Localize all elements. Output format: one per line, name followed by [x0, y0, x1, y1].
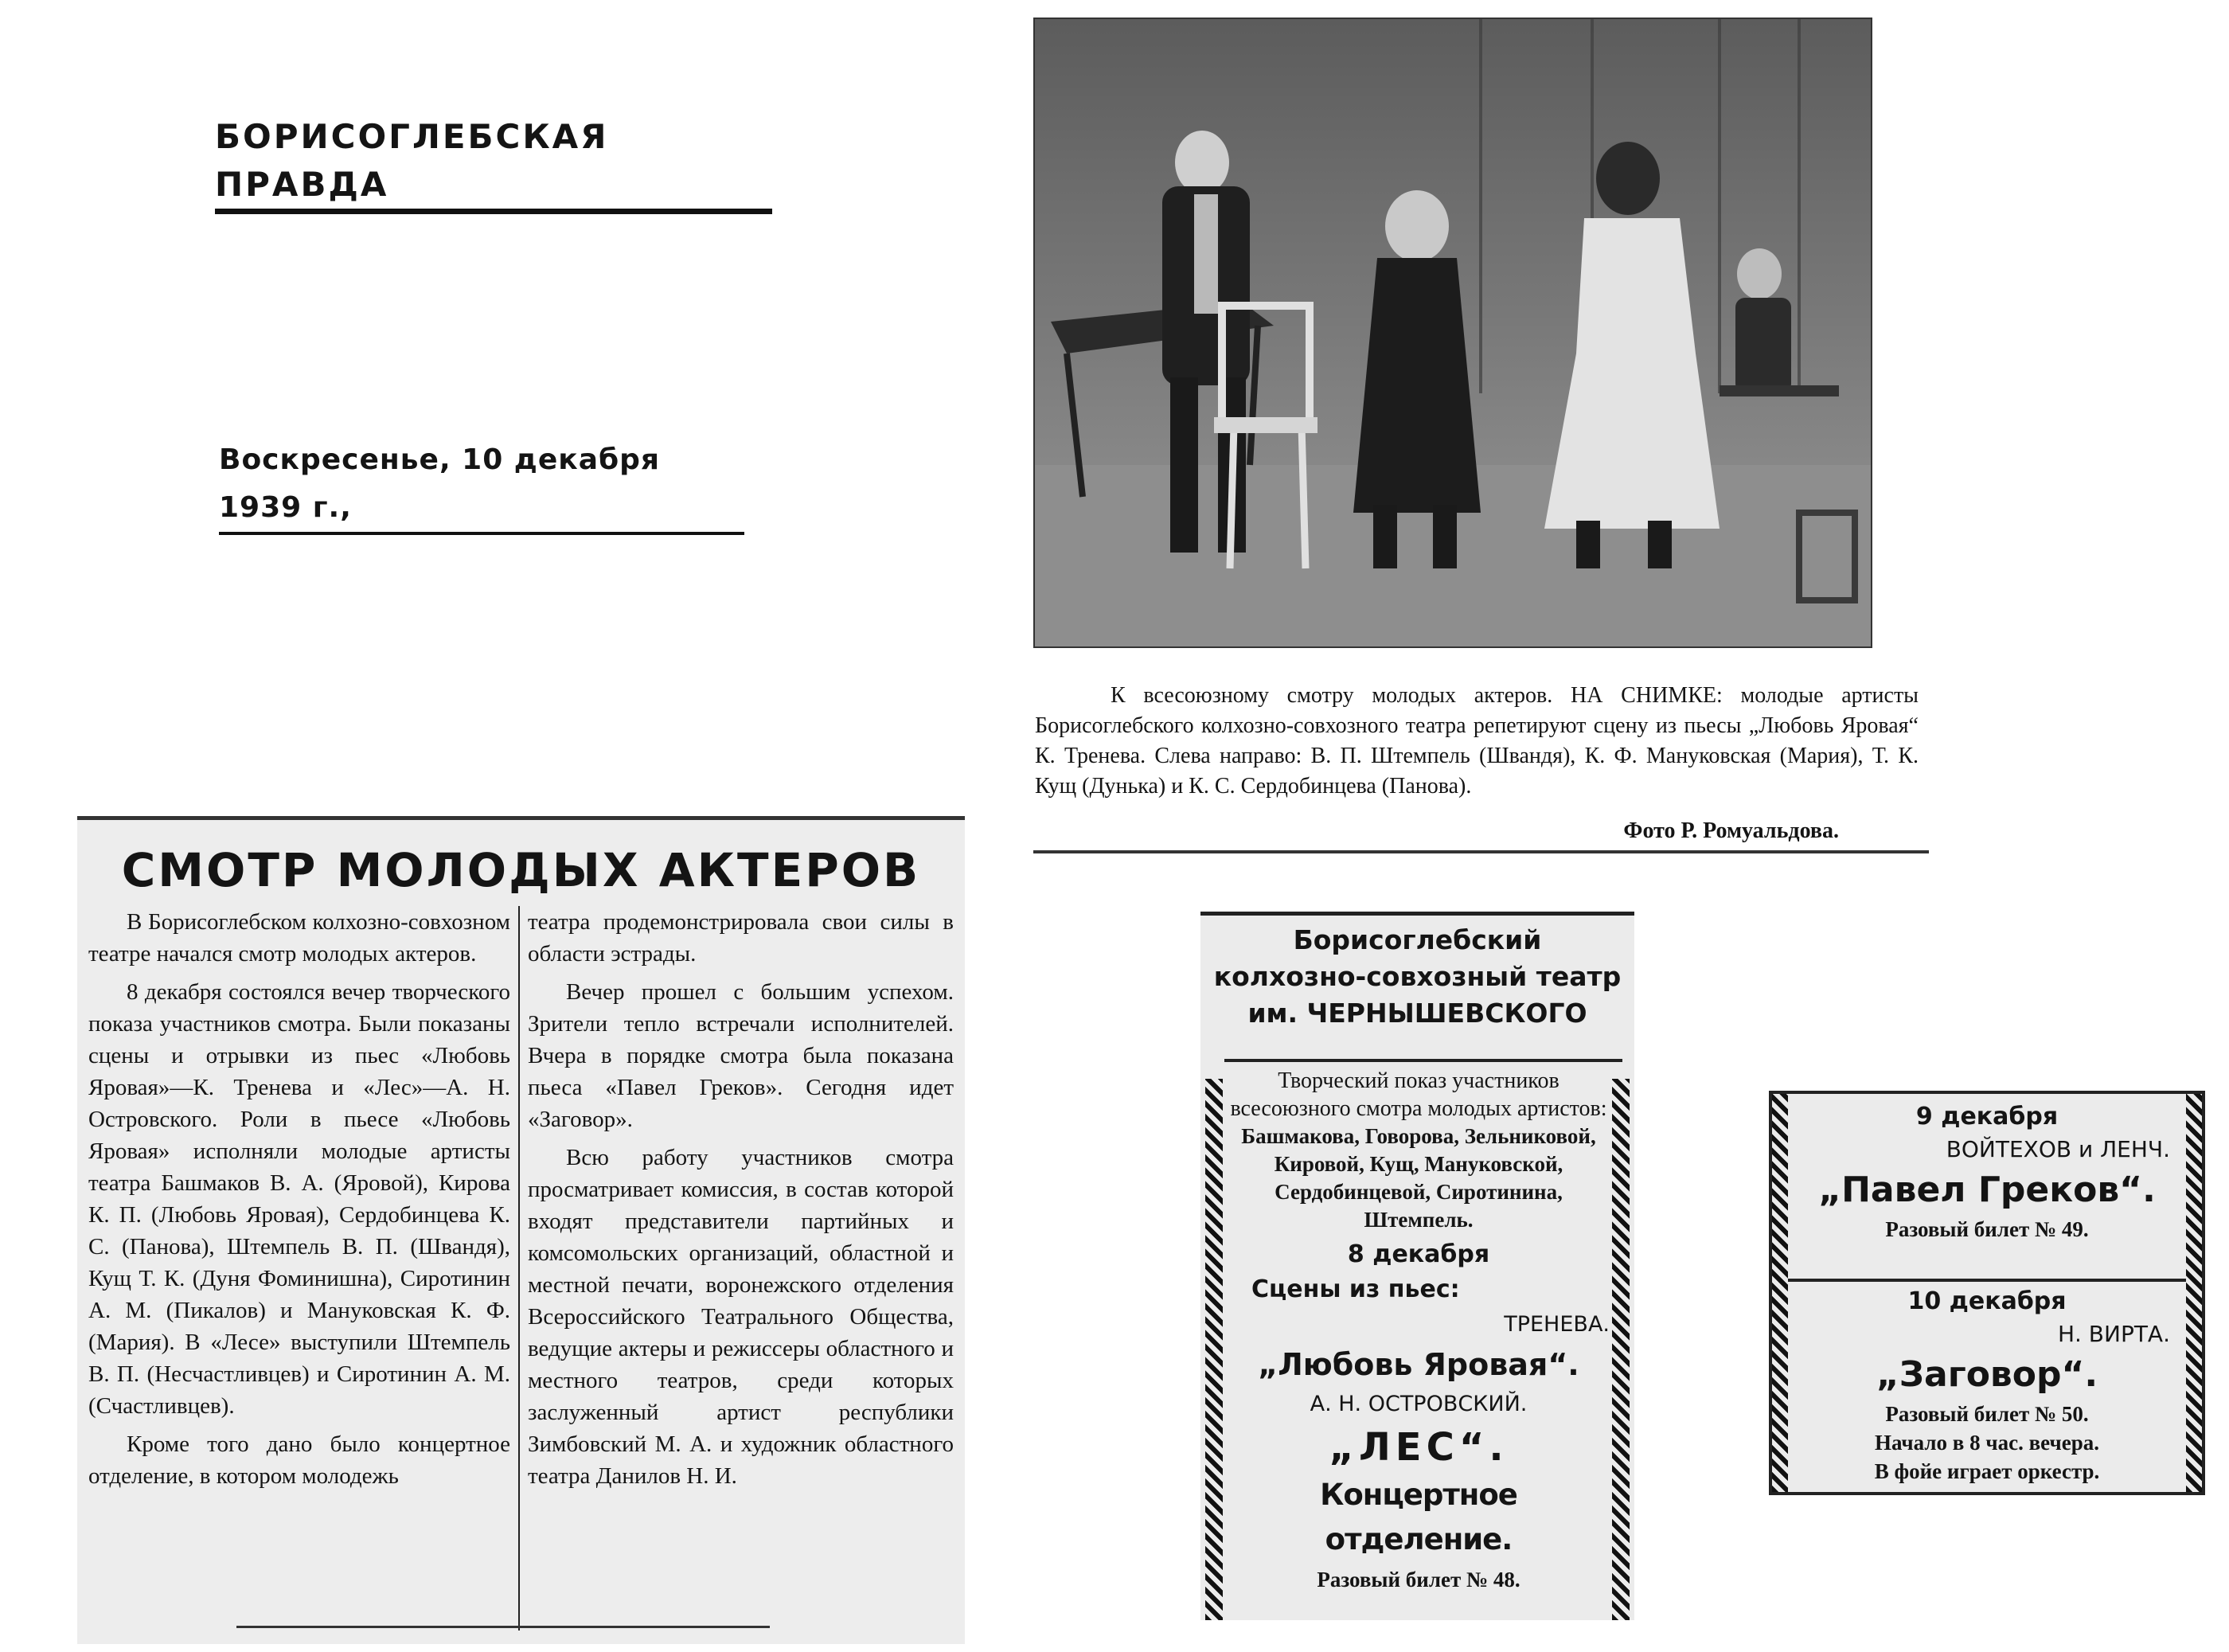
photo-caption [1035, 681, 1919, 802]
poster-author: ТРЕНЕВА. [1504, 1312, 1610, 1337]
poster-concert-label: Концертное отделение. [1320, 1478, 1517, 1556]
poster-body [1228, 1067, 1610, 1597]
newspaper-dateline: Воскресенье, 10 декабря 1939 г., [219, 436, 744, 535]
poster-play-title: „ЛЕС“. [1329, 1425, 1509, 1470]
repertoire-box [1769, 1091, 2205, 1495]
poster-header-line: им. ЧЕРНЫШЕВСКОГО [1247, 998, 1587, 1029]
show-ticket: Разовый билет № 50. [1885, 1402, 2089, 1426]
show-author: ВОЙТЕХОВ и ЛЕНЧ. [1946, 1136, 2170, 1162]
poster-intro: Творческий показ участников всесоюзного смотра молодых артистов: [1230, 1068, 1607, 1121]
article-paragraph: Вечер прошел с большим успехом. Зрители тепло встречали исполнителей. Вчера в порядке смотра была показана пьеса «Павел Греков». Сегодня идет «Заговор». [528, 979, 954, 1132]
article-paragraph: В Борисоглебском колхозно-совхозном театре начался смотр молодых актеров. [88, 909, 510, 967]
poster-header-line: Борисоглебский [1293, 924, 1542, 955]
article-column-left [88, 906, 510, 1638]
poster-header [1200, 922, 1634, 1032]
poster-header-rule [1224, 1059, 1622, 1062]
article-paragraph: Кроме того дано было концертное отделение, в котором молодежь [88, 1431, 510, 1489]
poster-date: 8 декабря [1347, 1240, 1490, 1268]
poster-ticket: Разовый билет № 48. [1317, 1568, 1520, 1591]
photo-credit: Фото Р. Ромуальдова. [1623, 818, 1839, 843]
rehearsal-photo-illustration [1035, 19, 1871, 646]
repertoire-border-right [2186, 1094, 2202, 1492]
caption-divider [1033, 850, 1929, 853]
article-clipping [77, 816, 965, 1644]
poster-scenes-label: Сцены из пьес: [1251, 1275, 1460, 1303]
poster-border-left [1205, 1079, 1223, 1620]
show-start-time: Начало в 8 час. вечера. [1875, 1431, 2099, 1455]
article-title: СМОТР МОЛОДЫХ АКТЕРОВ [121, 843, 921, 897]
theatre-poster [1200, 912, 1634, 1620]
show-ticket: Разовый билет № 49. [1885, 1217, 2089, 1241]
show-date: 10 декабря [1907, 1287, 2067, 1315]
column-divider [518, 906, 520, 1631]
article-paragraph: 8 декабря состоялся вечер творческого показа участников смотра. Были показаны сцены и отрывки из пьес «Любовь Яровая»—К. Тренева и «Лес»—А. Н. Островского. Роли в пьесе «Любовь Яровая» исполняли молодые артисты театра Башмаков В. А. (Яровой), Кирова К. П. (Любовь Яровая), Сердобинцева К. С. (Панова), Штемпель В. П. (Швандя), Кущ Т. К. (Дуня Фоминишна), Сиротинин А. М. (Пикалов) и Мануковская К. Ф. (Мария). В «Лесе» выступили Штемпель В. П. (Несчастливцев) и Сиротинин А. М. (Счастливцев). [88, 979, 510, 1419]
rehearsal-photo [1033, 18, 1872, 648]
article-paragraph: театра продемонстрировала свои силы в области эстрады. [528, 909, 954, 967]
article-paragraph: Всю работу участников смотра просматривает комиссия, в состав которой входят представители партийных и комсомольских организаций, областной и местной печати, воронежского отделения Всероссийского Театрального Общества, ведущие актеры и режиссеры областного и местного театров, среди которых заслуженный артист республики Зимбовский М. А. и художник областного театра Данилов Н. И. [528, 1145, 954, 1489]
poster-participants: Башмакова, Говорова, Зельниковой, Кировой, Кущ, Мануковской, Сердобинцевой, Сиротинина, Штемпель. [1241, 1124, 1596, 1232]
show-title: „Заговор“. [1876, 1354, 2098, 1395]
article-bottom-rule [236, 1626, 770, 1628]
poster-border-right [1612, 1079, 1630, 1620]
poster-play-title: „Любовь Яровая“. [1258, 1347, 1579, 1382]
poster-author: А. Н. ОСТРОВСКИЙ. [1310, 1392, 1528, 1416]
poster-header-line: колхозно-совхозный театр [1213, 961, 1622, 992]
newspaper-masthead: БОРИСОГЛЕБСКАЯ ПРАВДА [215, 113, 772, 214]
show-date: 9 декабря [1915, 1103, 2059, 1131]
repertoire-border-left [1772, 1094, 1788, 1492]
repertoire-show [1796, 1285, 2178, 1486]
photo-caption-text: К всесоюзному смотру молодых актеров. НА СНИМКЕ: молодые артисты Борисоглебского колхозно-совхозного театра репетируют сцену из пьесы „Любовь Яровая“ К. Тренева. Слева направо: В. П. Штемпель (Швандя), К. Ф. Мануковская (Мария), Т. К. Кущ (Дунька) и К. С. Сердобинцева (Панова). [1035, 683, 1919, 799]
show-title: „Павел Греков“. [1818, 1170, 2156, 1210]
show-author: Н. ВИРТА. [2057, 1321, 2170, 1347]
article-column-right [528, 906, 954, 1638]
repertoire-show [1796, 1100, 2178, 1244]
repertoire-divider [1788, 1279, 2186, 1282]
show-orchestra-note: В фойе играет оркестр. [1874, 1459, 2100, 1483]
